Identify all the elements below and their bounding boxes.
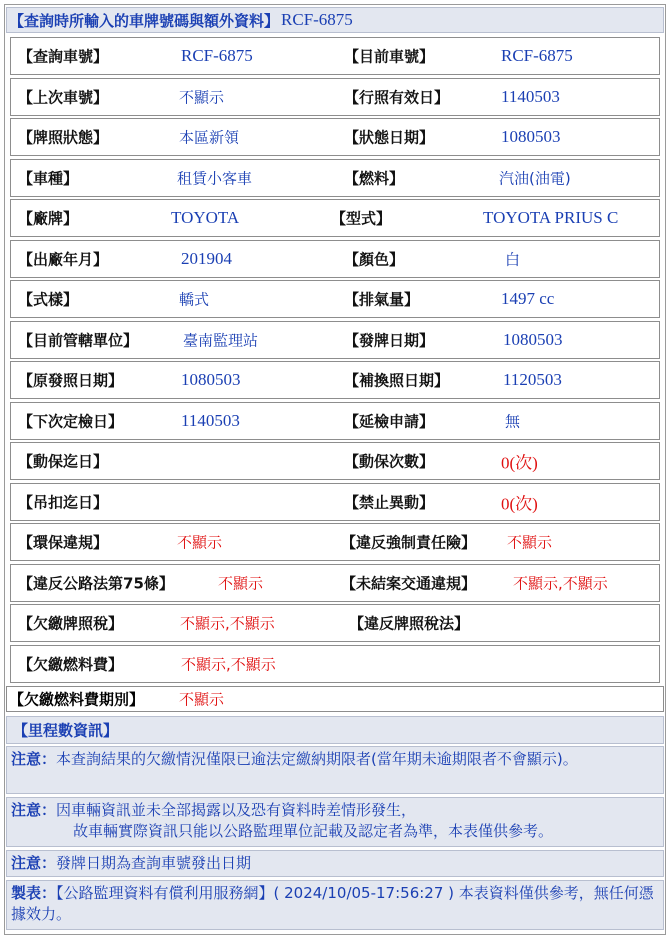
row-value-left: 1080503 <box>181 370 241 389</box>
query-header-label: 【查詢時所輸入的車牌號碼與額外資料】 <box>9 11 280 30</box>
info-row <box>10 37 660 75</box>
row-key-right: 【燃料】 <box>344 169 405 188</box>
row-key-left: 【違反公路法第75條】 <box>18 574 174 593</box>
info-row <box>10 240 660 278</box>
mileage-section <box>6 716 664 744</box>
row-key-right: 【延檢申請】 <box>344 412 435 431</box>
row-value-left: 轎式 <box>179 290 210 309</box>
note-text: 發牌日期為查詢車號發出日期 <box>56 854 252 872</box>
row-value-right: 1497 cc <box>501 289 555 308</box>
query-header <box>6 7 664 33</box>
row-value-right: 白 <box>505 250 521 269</box>
info-row <box>10 280 660 318</box>
note-prefix: 注意： <box>11 854 57 872</box>
row-key-left: 【車種】 <box>18 169 79 188</box>
info-row <box>10 361 660 399</box>
info-row <box>10 564 660 602</box>
note-prefix: 注意： <box>11 801 57 819</box>
note-arrears <box>6 746 664 794</box>
info-row <box>10 78 660 116</box>
row-key-left: 【廠牌】 <box>18 209 79 228</box>
row-key-left: 【出廠年月】 <box>18 250 109 269</box>
row-key-left: 【牌照狀態】 <box>18 128 109 147</box>
row-value-right: 0(次) <box>501 453 538 473</box>
note-issue-date <box>6 850 664 877</box>
row-key-right: 【補換照日期】 <box>344 371 450 390</box>
row-value-right: 不顯示 <box>507 533 553 552</box>
row-value-left: 不顯示,不顯示 <box>181 655 276 674</box>
row-key-right: 【型式】 <box>331 209 392 228</box>
row-key-left: 【吊扣迄日】 <box>18 493 109 512</box>
row-key-left: 【動保迄日】 <box>18 452 109 471</box>
info-row <box>10 483 660 521</box>
row-value-right: RCF-6875 <box>501 46 573 65</box>
info-row <box>10 442 660 480</box>
row-value-right: 不顯示,不顯示 <box>513 574 608 593</box>
row-key-right: 【顏色】 <box>344 250 405 269</box>
row-value-right: 1140503 <box>501 87 560 106</box>
info-row <box>10 523 660 561</box>
row-key-right: 【未結案交通違規】 <box>341 574 477 593</box>
query-header-plate: RCF-6875 <box>281 10 353 29</box>
note-disclaimer <box>6 797 664 847</box>
row-value-left: TOYOTA <box>171 208 240 227</box>
row-value-right: 0(次) <box>501 494 538 514</box>
row-key-left: 【查詢車號】 <box>18 47 109 66</box>
row-value-left: 本區新領 <box>179 128 240 147</box>
row-key-left: 【原發照日期】 <box>18 371 124 390</box>
row-value-right: TOYOTA PRIUS C <box>483 208 619 227</box>
row-value-right: 無 <box>505 412 521 431</box>
row-key-right: 【排氣量】 <box>344 290 420 309</box>
row-value-left: 不顯示 <box>218 574 264 593</box>
row-value-left: RCF-6875 <box>181 46 253 65</box>
note-line-2: 故車輛實際資訊只能以公路監理單位記載及認定者為準，本表僅供參考。 <box>73 822 554 840</box>
info-row <box>10 118 660 156</box>
row-key-left: 【環保違規】 <box>18 533 109 552</box>
row-value-left: 1140503 <box>181 411 240 430</box>
row-key-left: 【上次車號】 <box>18 88 109 107</box>
info-row <box>10 402 660 440</box>
info-row <box>10 604 660 642</box>
info-row <box>10 321 660 359</box>
row-key-right: 【禁止異動】 <box>344 493 435 512</box>
row-key-left: 【欠繳牌照稅】 <box>18 614 124 633</box>
row-value-right: 1080503 <box>503 330 563 349</box>
row-key-right: 【違反牌照稅法】 <box>349 614 470 633</box>
info-row <box>10 199 660 237</box>
row-value-left: 不顯示 <box>179 88 225 107</box>
row-value-right: 1120503 <box>503 370 562 389</box>
note-generated-by <box>6 880 664 930</box>
info-row <box>10 645 660 683</box>
fuel-period-value: 不顯示 <box>179 690 225 709</box>
note-text: 【公路監理資料有償利用服務網】( 2024/10/05-17:56:27 ) 本表資料僅供參考，無任何憑據效力。 <box>11 884 654 923</box>
row-key-right: 【違反強制責任險】 <box>341 533 477 552</box>
note-text: 本查詢結果的欠繳情況僅限已逾法定繳納期限者(當年期未逾期限者不會顯示)。 <box>56 750 578 768</box>
row-key-left: 【目前管轄單位】 <box>18 331 139 350</box>
row-key-left: 【式樣】 <box>18 290 79 309</box>
row-key-right: 【狀態日期】 <box>344 128 435 147</box>
note-line-1: 因車輛資訊並未全部揭露以及恐有資料時差情形發生， <box>56 801 417 819</box>
row-key-right: 【發牌日期】 <box>344 331 435 350</box>
mileage-label: 【里程數資訊】 <box>13 721 119 740</box>
row-key-right: 【行照有效日】 <box>344 88 450 107</box>
row-value-left: 201904 <box>181 249 232 268</box>
row-value-right: 汽油(油電) <box>499 169 571 188</box>
row-key-left: 【欠繳燃料費】 <box>18 655 124 674</box>
row-value-left: 不顯示 <box>177 533 223 552</box>
row-value-left: 臺南監理站 <box>183 331 259 350</box>
note-prefix: 注意： <box>11 750 57 768</box>
row-value-left: 不顯示,不顯示 <box>180 614 275 633</box>
fuel-period-row <box>6 686 664 712</box>
note-prefix: 製表： <box>11 884 57 902</box>
row-key-right: 【動保次數】 <box>344 452 435 471</box>
row-key-left: 【下次定檢日】 <box>18 412 124 431</box>
info-row <box>10 159 660 197</box>
fuel-period-key: 【欠繳燃料費期別】 <box>9 690 145 709</box>
row-value-left: 租賃小客車 <box>177 169 253 188</box>
row-key-right: 【目前車號】 <box>344 47 435 66</box>
row-value-right: 1080503 <box>501 127 561 146</box>
